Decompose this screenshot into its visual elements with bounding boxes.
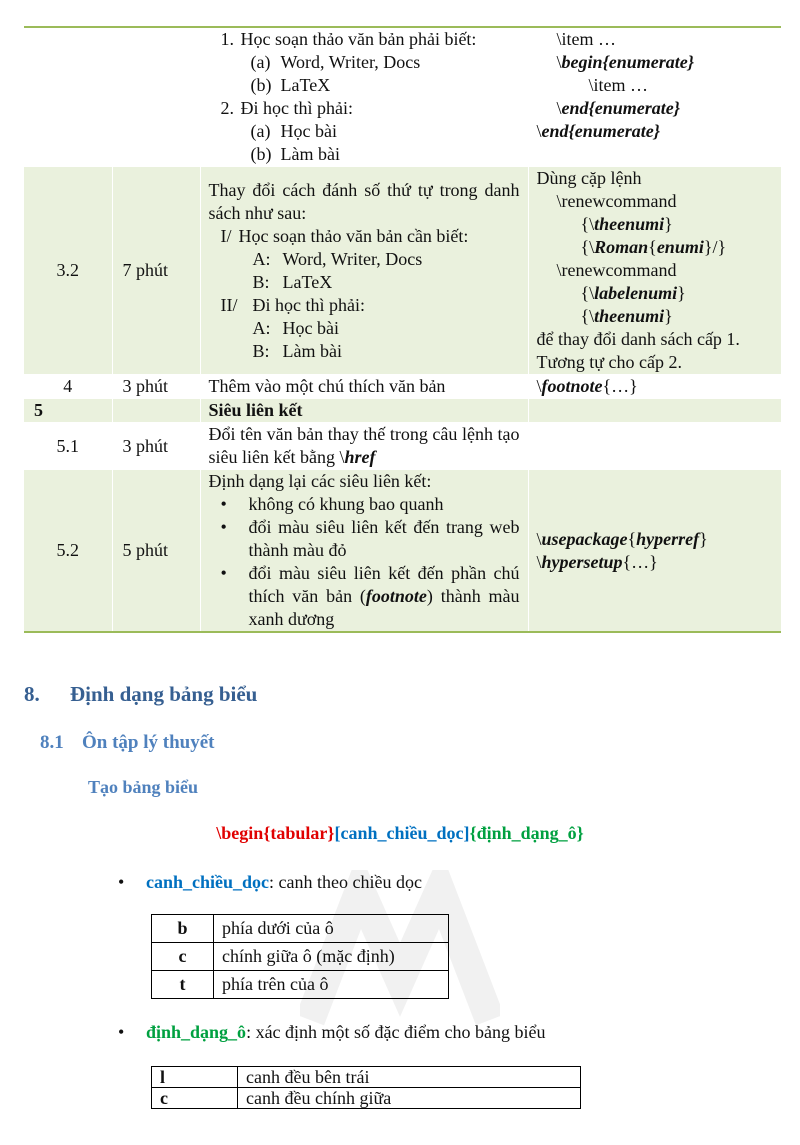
bullet-icon: •: [118, 1022, 125, 1042]
row-time: 5 phút: [112, 470, 200, 633]
table-row: b phía dưới của ô: [152, 915, 449, 943]
row-time: 7 phút: [112, 167, 200, 375]
example-list: 1. Học soạn thảo văn bản phải biết: (a) Word, Writer, Docs (b) LaTeX 2. Đi học thì phải: (a) Học bài (b) Làm bài: [200, 27, 528, 167]
table-row: [24, 423, 781, 470]
task-cell: Định dạng lại các siêu liên kết: • không có khung bao quanh • đổi màu siêu liên kết đến trang web thành màu đỏ • đổi màu siêu liên kết đến phần chú thích văn bản (footnote) thành màu xanh dương: [200, 470, 528, 633]
section-heading: 8. Định dạng bảng biểu: [24, 682, 258, 706]
row-id: 5: [24, 399, 112, 423]
table-row: c chính giữa ô (mặc định): [152, 943, 449, 971]
table-row: [24, 27, 781, 167]
code-hint: \item … \begin{enumerate} \item … \end{enumerate} \end{enumerate}: [528, 27, 781, 167]
row-id: 4: [24, 375, 112, 399]
subsubsection-heading: Tạo bảng biểu: [88, 777, 199, 797]
table-row: l canh đều bên trái: [152, 1067, 581, 1088]
row-id: 5.1: [24, 423, 112, 470]
task-cell: Thêm vào một chú thích văn bản: [200, 375, 528, 399]
table-row: [24, 470, 781, 633]
hint-cell: \usepackage{hyperref} \hypersetup{…}: [528, 470, 781, 633]
subsection-heading: 8.1 Ôn tập lý thuyết: [40, 732, 215, 753]
hint-cell: \footnote{…}: [528, 375, 781, 399]
bullet-item: • canh_chiều_dọc: canh theo chiều dọc: [118, 872, 422, 892]
row-id: 3.2: [24, 167, 112, 375]
exercise-table: [24, 26, 781, 633]
tabular-formula: \begin{tabular}[canh_chiều_dọc]{định_dạng_ô}: [216, 823, 584, 843]
row-id: 5.2: [24, 470, 112, 633]
task-cell: Đổi tên văn bản thay thế trong câu lệnh tạo siêu liên kết bằng \href: [200, 423, 528, 470]
row-time: 3 phút: [112, 375, 200, 399]
section-title-cell: Siêu liên kết: [200, 399, 528, 423]
table-row: c canh đều chính giữa: [152, 1088, 581, 1109]
task-cell: Thay đổi cách đánh số thứ tự trong danh sách như sau: I/ Học soạn thảo văn bản cần biết: A: Word, Writer, Docs B: LaTeX II/ Đi học thì phải: A: Học bài B: Làm bài: [200, 167, 528, 375]
bullet-item: • định_dạng_ô: xác định một số đặc điểm cho bảng biểu: [118, 1022, 546, 1042]
row-time: 3 phút: [112, 423, 200, 470]
hint-cell: Dùng cặp lệnh \renewcommand {\theenumi} {\Roman{enumi}/} \renewcommand {\labelenumi} {\theenumi} để thay đổi danh sách cấp 1. Tương tự cho cấp 2.: [528, 167, 781, 375]
table-row: [24, 399, 781, 423]
table-row: [24, 167, 781, 375]
valign-table: [151, 914, 449, 999]
bullet-icon: •: [118, 872, 125, 892]
cell-format-table: [151, 1066, 581, 1109]
table-row: [24, 375, 781, 399]
table-row: t phía trên của ô: [152, 971, 449, 999]
